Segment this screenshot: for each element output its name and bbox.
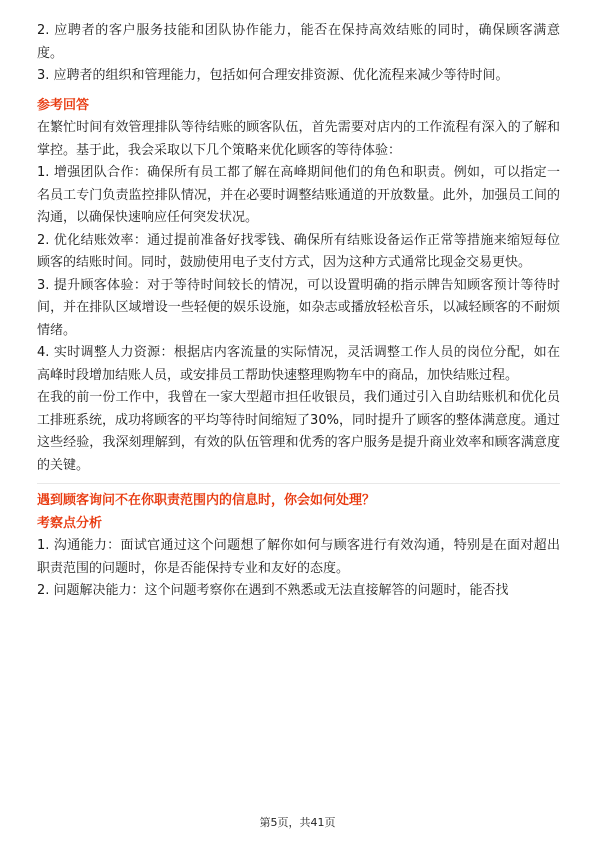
page-number: 第5页，共41页 — [259, 816, 336, 829]
analysis-point-1: 1. 沟通能力：面试官通过这个问题想了解你如何与顾客进行有效沟通，特别是在面对超出职责范围的问题时，你是否能保持专业和友好的态度。 — [37, 538, 560, 576]
question-title: 遇到顾客询问不在你职责范围内的信息时，你会如何处理？ — [37, 493, 376, 508]
page-content — [37, 20, 560, 603]
answer-point-3: 3. 提升顾客体验：对于等待时间较长的情况，可以设置明确的指示牌告知顾客预计等待时间，并在排队区域增设一些轻便的娱乐设施，如杂志或播放轻松音乐，以减轻顾客的不耐烦情绪。 — [37, 277, 560, 338]
criteria-item-2: 2. 应聘者的客户服务技能和团队协作能力，能否在保持高效结账的同时，确保顾客满意度。 — [37, 23, 560, 61]
spacer — [37, 88, 560, 95]
analysis-heading: 考察点分析 — [37, 515, 103, 531]
answer-point-2: 2. 优化结账效率：通过提前准备好找零钱、确保所有结账设备运作正常等措施来缩短每位顾客的结账时间。同时，鼓励使用电子支付方式，因为这种方式通常比现金交易更快。 — [37, 232, 560, 270]
answer-heading: 参考回答 — [37, 97, 90, 113]
answer-point-4: 4. 实时调整人力资源：根据店内客流量的实际情况，灵活调整工作人员的岗位分配，如在高峰时段增加结账人员，或安排员工帮助快速整理购物车中的商品，加快结账过程。 — [37, 345, 560, 383]
answer-point-1: 1. 增强团队合作：确保所有员工都了解在高峰期间他们的角色和职责。例如，可以指定一名员工专门负责监控排队情况，并在必要时调整结账通道的开放数量。此外，加强员工间的沟通，以确保快速响应任何突发状况。 — [37, 165, 560, 225]
answer-conclusion: 在我的前一份工作中，我曾在一家大型超市担任收银员，我们通过引入自助结账机和优化员工排班系统，成功将顾客的平均等待时间缩短了30%，同时提升了顾客的整体满意度。通过这些经验，我深刻理解到，有效的队伍管理和优秀的客户服务是提升商业效率和顾客满意度的关键。 — [37, 390, 560, 473]
analysis-point-2: 2. 问题解决能力：这个问题考察你在遇到不熟悉或无法直接解答的问题时，能否找 — [37, 583, 509, 598]
criteria-item-3: 3. 应聘者的组织和管理能力，包括如何合理安排资源、优化流程来减少等待时间。 — [37, 68, 509, 83]
section-divider — [37, 483, 560, 484]
answer-intro: 在繁忙时间有效管理排队等待结账的顾客队伍，首先需要对店内的工作流程有深入的了解和掌控。基于此，我会采取以下几个策略来优化顾客的等待体验： — [37, 120, 560, 158]
